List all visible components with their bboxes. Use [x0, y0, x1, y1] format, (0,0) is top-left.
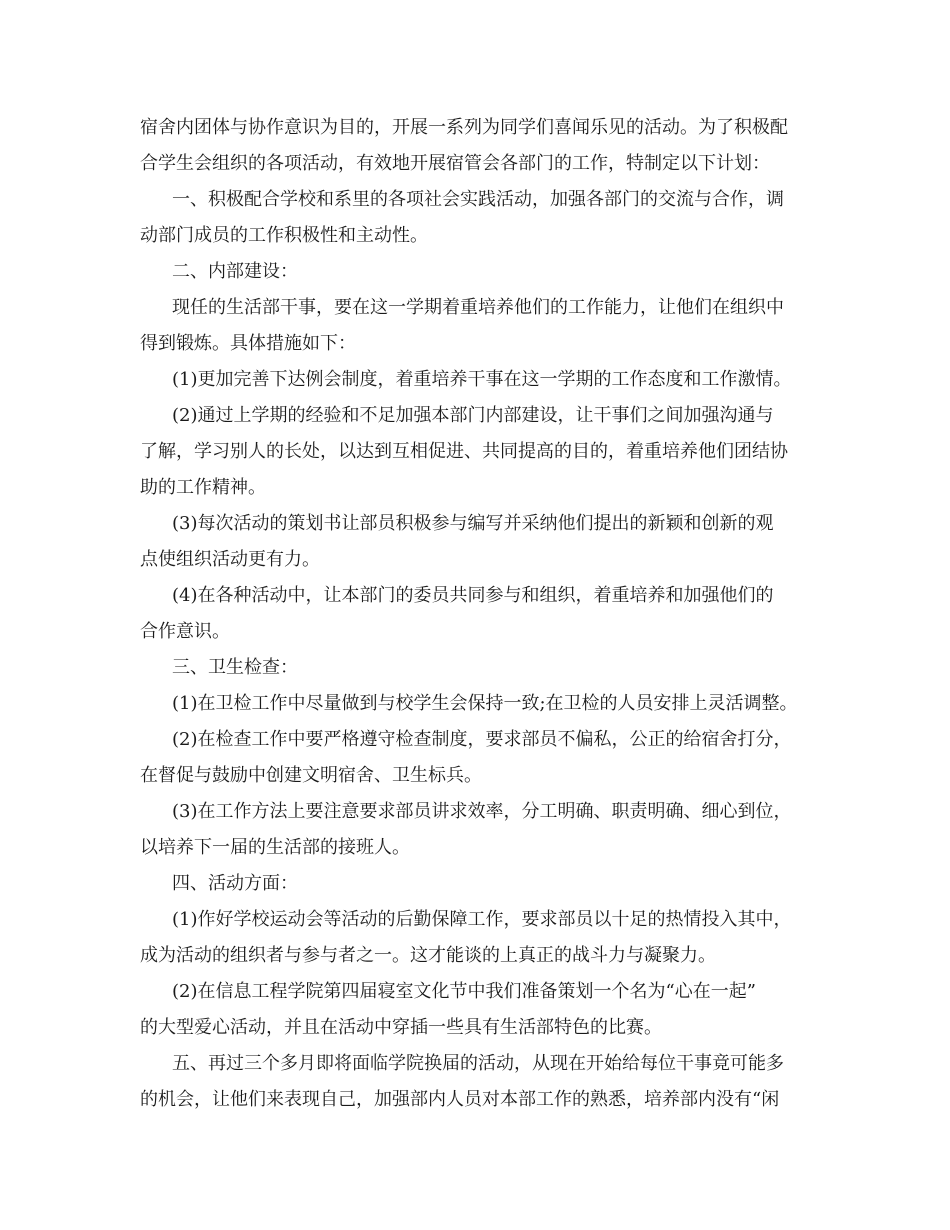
text-line: 在督促与鼓励中创建文明宿舍、卫生标兵。 [140, 765, 482, 786]
text-line: 动部门成员的工作积极性和主动性。 [140, 225, 428, 246]
text-line: (4)在各种活动中，让本部门的委员共同参与和组织，着重培养和加强他们的 [172, 585, 774, 606]
text-line: (3)在工作方法上要注意要求部员讲求效率，分工明确、职责明确、细心到位， [172, 801, 792, 822]
text-line: (1)作好学校运动会等活动的后勤保障工作，要求部员以十足的热情投入其中， [172, 909, 792, 930]
text-line: (1)更加完善下达例会制度，着重培养干事在这一学期的工作态度和工作激情。 [172, 369, 792, 390]
text-line: 得到锻炼。具体措施如下： [140, 333, 356, 354]
text-line: 二、内部建设： [172, 261, 298, 282]
text-line: 的机会，让他们来表现自己，加强部内人员对本部工作的熟悉，培养部内没有“闲 [140, 1089, 780, 1110]
text-line: 五、再过三个多月即将面临学院换届的活动，从现在开始给每位干事竟可能多 [172, 1053, 784, 1074]
text-line: 宿舍内团体与协作意识为目的，开展一系列为同学们喜闻乐见的活动。为了积极配 [140, 117, 788, 138]
text-line: 合学生会组织的各项活动，有效地开展宿管会各部门的工作，特制定以下计划： [140, 153, 770, 174]
text-line: 了解，学习别人的长处，以达到互相促进、共同提高的目的，着重培养他们团结协 [140, 441, 788, 462]
text-line: (3)每次活动的策划书让部员积极参与编写并采纳他们提出的新颖和创新的观 [172, 513, 774, 534]
text-line: (1)在卫检工作中尽量做到与校学生会保持一致;在卫检的人员安排上灵活调整。 [172, 693, 798, 714]
text-line: 四、活动方面： [172, 873, 298, 894]
text-line: 三、卫生检查： [172, 657, 298, 678]
text-line: 点使组织活动更有力。 [140, 549, 320, 570]
text-line: 的大型爱心活动，并且在活动中穿插一些具有生活部特色的比赛。 [140, 1017, 662, 1038]
text-line: 以培养下一届的生活部的接班人。 [140, 837, 410, 858]
text-line: 合作意识。 [140, 621, 230, 642]
text-line: (2)通过上学期的经验和不足加强本部门内部建设，让干事们之间加强沟通与 [172, 405, 774, 426]
text-line: (2)在信息工程学院第四届寝室文化节中我们准备策划一个名为“心在一起” [172, 981, 756, 1002]
text-line: 助的工作精神。 [140, 477, 266, 498]
text-line: (2)在检查工作中要严格遵守检查制度，要求部员不偏私，公正的给宿舍打分， [172, 729, 792, 750]
text-line: 现任的生活部干事，要在这一学期着重培养他们的工作能力，让他们在组织中 [172, 297, 784, 318]
document-body [140, 110, 820, 1118]
text-line: 一、积极配合学校和系里的各项社会实践活动，加强各部门的交流与合作，调 [172, 189, 784, 210]
text-line: 成为活动的组织者与参与者之一。这才能谈的上真正的战斗力与凝聚力。 [140, 945, 716, 966]
